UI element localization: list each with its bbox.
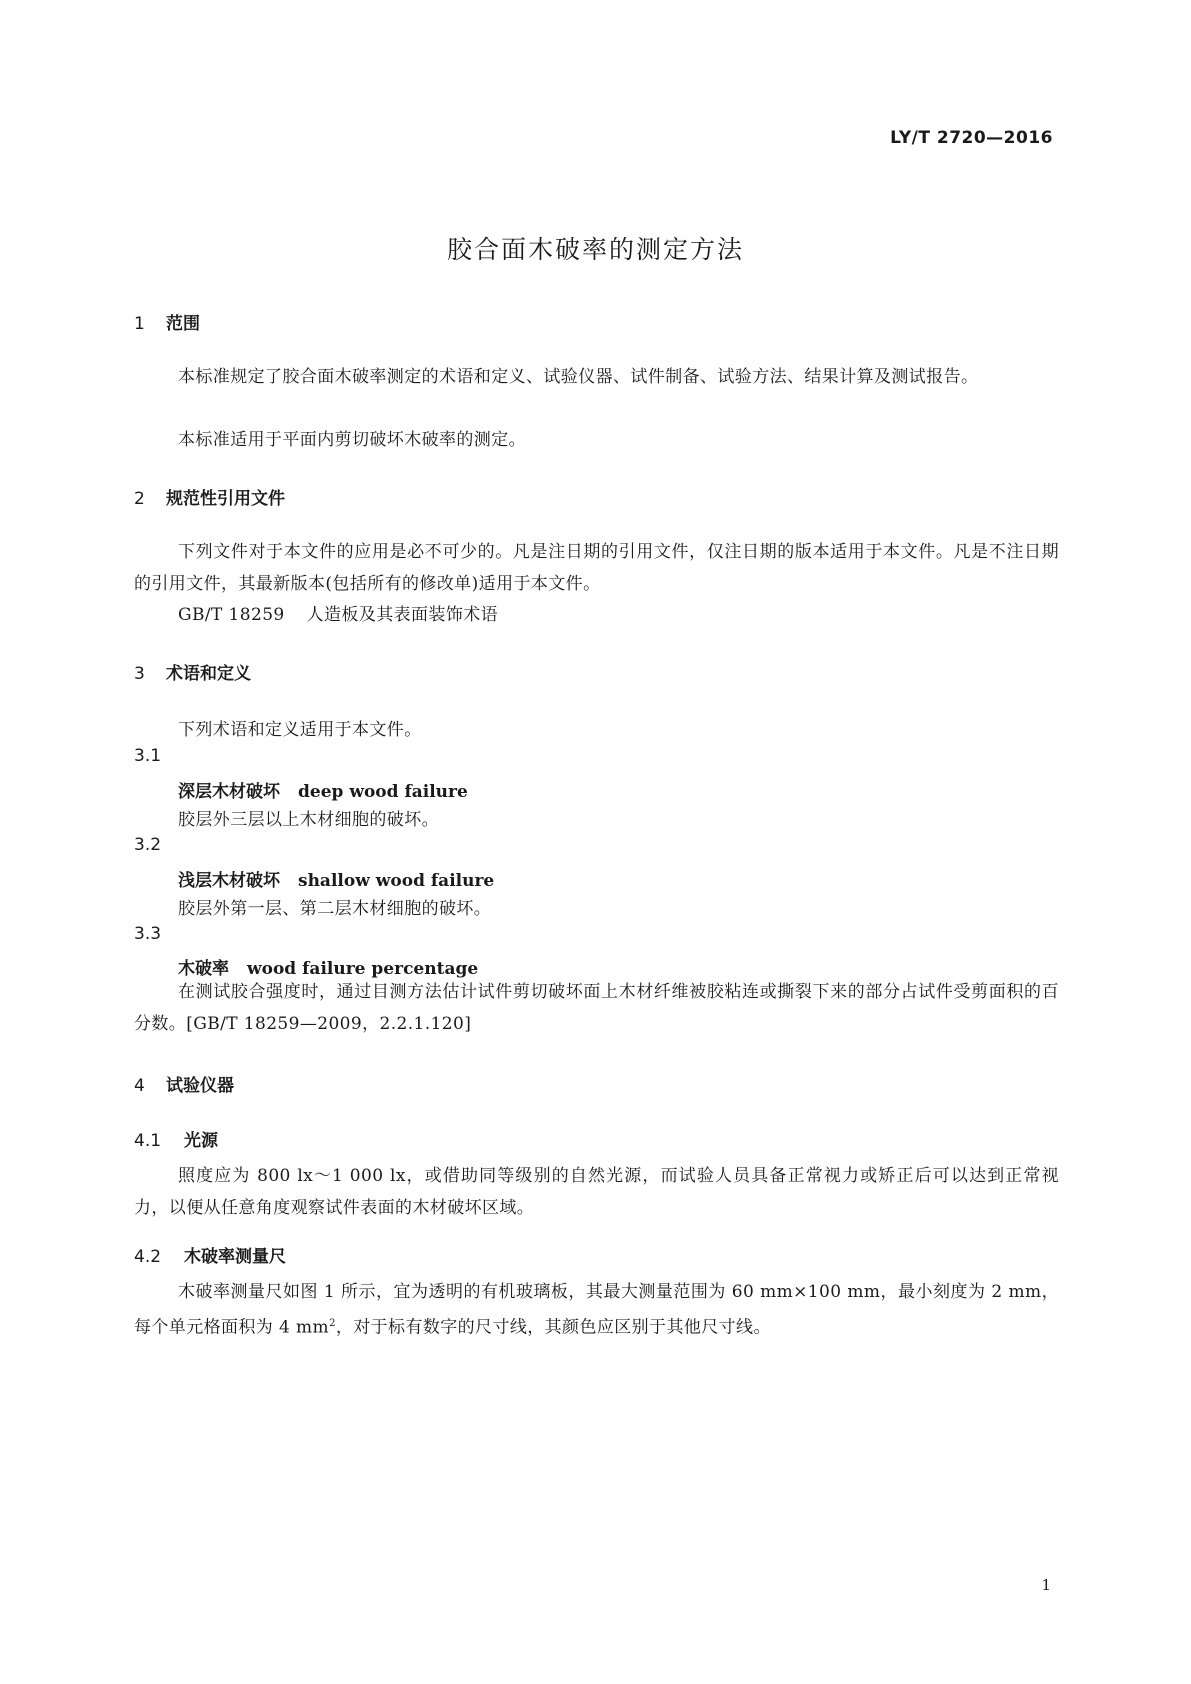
subsection-4-2-heading [134, 1242, 286, 1267]
section-title: 规范性引用文件 [166, 489, 285, 509]
section-number: 1 [134, 314, 145, 334]
reference-code: GB/T 18259 [178, 605, 285, 625]
document-title: 胶合面木破率的测定方法 [446, 235, 744, 264]
reference-title: 人造板及其表面装饰术语 [306, 605, 499, 625]
subsection-title: 木破率测量尺 [184, 1247, 286, 1267]
para-text-b: ，对于标有数字的尺寸线，其颜色应区别于其他尺寸线。 [335, 1317, 771, 1338]
subsection-4-2-para [134, 1276, 1059, 1344]
section-1-para-1: 本标准规定了胶合面木破率测定的术语和定义、试验仪器、试件制备、试验方法、结果计算及测试报告。 [178, 367, 979, 387]
subsection-number: 4.2 [134, 1247, 162, 1267]
term-definition: 在测试胶合强度时，通过目测方法估计试件剪切破坏面上木材纤维被胶粘连或撕裂下来的部分占试件受剪面积的百分数。[GB/T 18259—2009，2.2.1.120] [134, 982, 1059, 1034]
normative-reference [178, 600, 498, 625]
term-definition: 胶层外三层以上木材细胞的破坏。 [178, 810, 439, 830]
section-4-heading [134, 1071, 234, 1096]
para-text-a: 木破率测量尺如图 1 所示，宜为透明的有机玻璃板，其最大测量范围为 60 mm×100 mm，最小刻度为 2 mm，每个单元格面积为 4 mm [134, 1282, 1059, 1338]
superscript: 2 [329, 1318, 336, 1329]
page-number: 1 [1041, 1576, 1051, 1594]
term-title [178, 777, 468, 802]
section-title: 范围 [166, 314, 200, 334]
section-3-para-1: 下列术语和定义适用于本文件。 [178, 720, 422, 740]
term-number: 3.3 [134, 924, 162, 944]
term-zh: 浅层木材破坏 [178, 871, 280, 891]
section-1-heading [134, 309, 200, 334]
section-title: 术语和定义 [166, 664, 251, 684]
section-title: 试验仪器 [166, 1076, 234, 1096]
term-zh: 深层木材破坏 [178, 782, 280, 802]
term-number: 3.1 [134, 746, 162, 766]
term-en: wood failure percentage [247, 959, 479, 979]
section-3-heading [134, 659, 251, 684]
term-en: deep wood failure [298, 782, 468, 802]
subsection-number: 4.1 [134, 1131, 162, 1151]
section-2-heading [134, 484, 285, 509]
term-en: shallow wood failure [298, 871, 495, 891]
section-number: 4 [134, 1076, 145, 1096]
section-number: 2 [134, 489, 145, 509]
term-definition: 胶层外第一层、第二层木材细胞的破坏。 [178, 899, 492, 919]
subsection-title: 光源 [184, 1131, 218, 1151]
section-number: 3 [134, 664, 145, 684]
standard-code: LY/T 2720—2016 [890, 128, 1053, 148]
term-zh: 木破率 [178, 959, 229, 979]
subsection-4-1-heading [134, 1126, 218, 1151]
section-1-para-2: 本标准适用于平面内剪切破坏木破率的测定。 [178, 430, 526, 450]
subsection-4-1-para: 照度应为 800 lx～1 000 lx，或借助同等级别的自然光源，而试验人员具备正常视力或矫正后可以达到正常视力，以便从任意角度观察试件表面的木材破坏区域。 [134, 1166, 1059, 1218]
term-title [178, 866, 494, 891]
section-2-para-1: 下列文件对于本文件的应用是必不可少的。凡是注日期的引用文件，仅注日期的版本适用于本文件。凡是不注日期的引用文件，其最新版本(包括所有的修改单)适用于本文件。 [134, 542, 1059, 594]
term-number: 3.2 [134, 835, 162, 855]
